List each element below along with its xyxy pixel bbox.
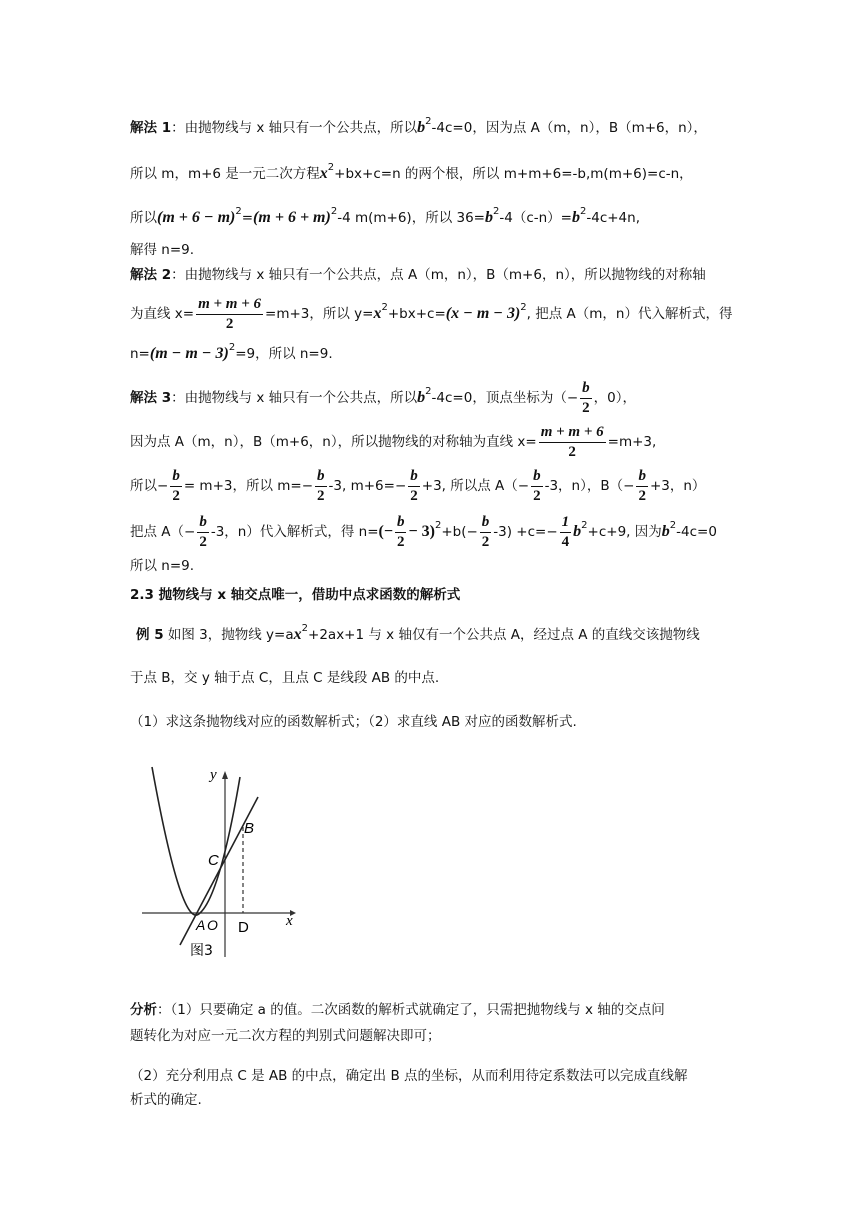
analysis-line2: 题转化为对应一元二次方程的判别式问题解决即可；: [130, 1028, 441, 1044]
method1-line3: 所以$(m + 6 - m)^2=(m + 6 + m)^2-4$ m(m+6)，所以 $36=b^2-4(c-n)=b^2-4c+4n$,: [130, 206, 640, 226]
section-title: 2.3 抛物线与 x 轴交点唯一，借助中点求函数的解析式: [130, 587, 461, 603]
method3-line3: 所以− $\frac{b}{2}$ = m+3，所以 m=− $\frac{b}{2}$ -3, m+6=− $\frac{b}{2}$ +3, 所以点 A（− $\frac{b}{2}$ -3，n），B（− $\frac{b}{2}$ +3，n）: [130, 468, 706, 504]
method1-line2: 所以 m，m+6 是一元二次方程$x^2+bx+c=n$ 的两个根，所以 m+m+6=-b,m(m+6)=c-n，: [130, 162, 693, 182]
method2-line2: 为直线 x= $\frac{m + m + 6}{2}$ =m+3，所以 $y=x^2+bx+c=(x - m - 3)^2$, 把点 A（m，n）代入解析式，得: [130, 296, 733, 332]
figure-3-graph: [140, 765, 320, 965]
example5-line2: 于点 B，交 y 轴于点 C，且点 C 是线段 AB 的中点.: [130, 670, 440, 686]
method2-label: 解法 2: [130, 267, 172, 283]
y-axis-arrow: [222, 771, 228, 779]
figure-3: [140, 765, 320, 969]
label-d: D: [238, 919, 249, 936]
figure-caption: 图3: [190, 943, 213, 959]
label-c: C: [208, 852, 219, 869]
method1-label: 解法 1: [130, 120, 172, 136]
analysis-line4: 析式的确定.: [130, 1092, 202, 1108]
method3-label: 解法 3: [130, 390, 172, 406]
method1-line4: 解得 n=9.: [130, 242, 195, 258]
method3-line1: 解法 3：由抛物线与 x 轴只有一个公共点，所以$b^2-4c=0$，顶点坐标为（− $\frac{b}{2}$ ，0），: [130, 380, 636, 416]
label-b: B: [244, 820, 255, 837]
example5-label: 例 5: [136, 627, 164, 643]
analysis-label: 分析: [130, 1002, 157, 1018]
method2-line3: $n=(m - m - 3)^2=9$，所以 n=9.: [130, 342, 333, 362]
example5-line1: 例 5 如图 3，抛物线 $y=ax^2+2ax+1$ 与 x 轴仅有一个公共点 A，经过点 A 的直线交该抛物线: [136, 623, 700, 643]
method3-line2: 因为点 A（m，n），B（m+6，n），所以抛物线的对称轴为直线 x= $\frac{m + m + 6}{2}$ =m+3,: [130, 424, 657, 460]
analysis-line3: （2）充分利用点 C 是 AB 的中点，确定出 B 点的坐标，从而利用待定系数法可以完成直线解: [130, 1068, 688, 1084]
example5-question: （1）求这条抛物线对应的函数解析式；（2）求直线 AB 对应的函数解析式.: [130, 714, 577, 730]
label-x: x: [286, 913, 293, 929]
fraction: $\frac{m + m + 6}{2}$: [198, 296, 262, 332]
method3-line4: 把点 A（− $\frac{b}{2}$ -3，n）代入解析式，得 n=(− $\frac{b}{2}$ − 3)$^2$+b(− $\frac{b}{2}$ -3) +c=− $\frac{1}{4}$ $b^2+c+9$, 因为$b^2-4c=0$: [130, 514, 717, 550]
method2-line1: 解法 2：由抛物线与 x 轴只有一个公共点，点 A（m，n），B（m+6，n），所以抛物线的对称轴: [130, 267, 706, 283]
method1-line1: 解法 1：由抛物线与 x 轴只有一个公共点，所以$b^2-4c=0$，因为点 A（m，n），B（m+6，n），: [130, 116, 707, 136]
parabola: [152, 767, 240, 915]
analysis-line1: 分析：（1）只要确定 a 的值。二次函数的解析式就确定了，只需把抛物线与 x 轴的交点问: [130, 1002, 665, 1018]
method3-line5: 所以 n=9.: [130, 558, 195, 574]
label-o: O: [207, 917, 218, 933]
label-y: y: [210, 767, 217, 783]
label-a: A: [196, 917, 206, 933]
